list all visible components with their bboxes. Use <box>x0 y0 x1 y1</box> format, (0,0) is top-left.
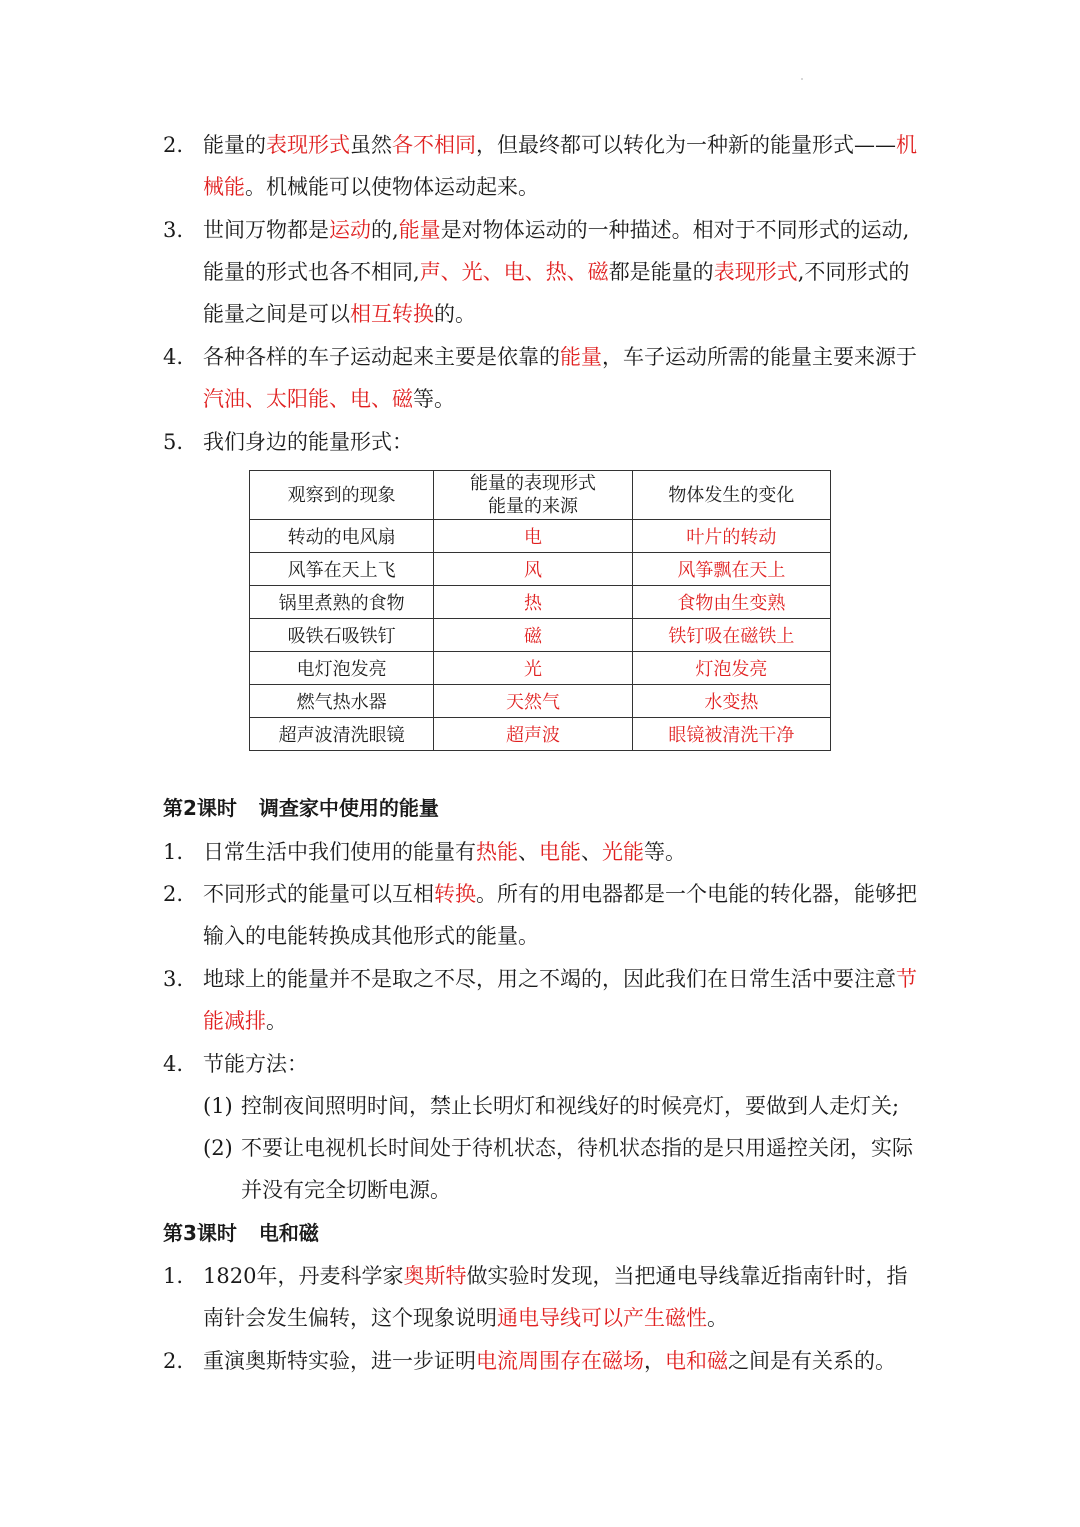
highlighted-text: 电流周围存在磁场 <box>476 1349 644 1373</box>
header-line: 能量的来源 <box>488 496 579 517</box>
energy-source-cell: 天然气 <box>434 685 632 718</box>
text-run: 。 <box>266 1009 287 1033</box>
text-run: 等。 <box>413 387 455 411</box>
section-heading <box>163 1218 319 1248</box>
list-item <box>163 1340 923 1382</box>
item-text <box>203 873 923 957</box>
item-text <box>203 124 923 208</box>
table-row <box>250 553 831 586</box>
text-run: ， <box>644 1349 665 1373</box>
highlighted-text: 电和磁 <box>665 1349 728 1373</box>
text-run: 。 <box>707 1306 728 1330</box>
text-run: 重演奥斯特实验，进一步证明 <box>203 1349 476 1373</box>
phenomenon-cell: 超声波清洗眼镜 <box>250 718 434 751</box>
sub-item-number: (2) <box>203 1136 233 1160</box>
item-text <box>203 421 923 463</box>
phenomenon-cell: 转动的电风扇 <box>250 520 434 553</box>
change-cell: 灯泡发亮 <box>632 652 830 685</box>
table-row <box>250 718 831 751</box>
list-item <box>163 1043 923 1085</box>
text-run: 地球上的能量并不是取之不尽，用之不竭的，因此我们在日常生活中要注意 <box>203 967 896 991</box>
text-run: 日常生活中我们使用的能量有 <box>203 840 476 864</box>
table-body <box>250 520 831 751</box>
lesson-title: 调查家中使用的能量 <box>258 796 439 820</box>
highlighted-text: 转换 <box>434 882 476 906</box>
lesson-number: 第3课时 <box>163 1221 237 1245</box>
change-cell: 叶片的转动 <box>632 520 830 553</box>
text-run: 。机械能可以使物体运动起来。 <box>245 175 539 199</box>
list-item <box>163 958 923 1042</box>
highlighted-text: 表现形式 <box>266 133 350 157</box>
text-run: ，但最终都可以转化为一种新的能量形式—— <box>476 133 896 157</box>
list-item <box>163 209 923 335</box>
change-cell: 眼镜被清洗干净 <box>632 718 830 751</box>
text-run: 。所有的用电器都是一个电能的转化器，能够把输入的电能转换成其他形式的能量。 <box>203 882 917 948</box>
item-number: 4. <box>163 345 184 369</box>
item-number: 4. <box>163 1052 184 1076</box>
highlighted-text: 表现形式 <box>713 260 798 284</box>
highlighted-text: 机械能 <box>203 133 917 199</box>
text-run: 做实验时发现，当把通电导线靠近指南针时，指南针会发生偏转，这个现象说明 <box>203 1264 908 1330</box>
highlighted-text: 节能减排 <box>203 967 917 1033</box>
sub-item <box>203 1127 923 1211</box>
item-text <box>203 336 923 420</box>
change-cell: 水变热 <box>632 685 830 718</box>
change-cell: 风筝飘在天上 <box>632 553 830 586</box>
table-header-cell <box>434 471 632 520</box>
highlighted-text: 通电导线可以产生磁性 <box>497 1306 707 1330</box>
text-run: 的。 <box>434 302 476 326</box>
item-text <box>203 1043 923 1085</box>
highlighted-text: 奥斯特 <box>403 1264 467 1288</box>
item-number: 2. <box>163 1349 184 1373</box>
text-run: 等。 <box>644 840 686 864</box>
table-row <box>250 685 831 718</box>
table-header-cell: 观察到的现象 <box>250 471 434 520</box>
item-number: 2. <box>163 133 184 157</box>
list-item <box>163 873 923 957</box>
sub-item <box>203 1085 923 1127</box>
item-text <box>203 831 923 873</box>
item-text <box>203 958 923 1042</box>
item-text <box>203 1255 923 1339</box>
highlighted-text: 光能 <box>602 840 644 864</box>
text-run: 是对物体运动的一种描述。相对于不同形式的运动,能量的形式也各不相同, <box>203 218 910 284</box>
lesson-number: 第2课时 <box>163 796 237 820</box>
table-header-row <box>250 471 831 520</box>
item-number: 1. <box>163 840 184 864</box>
highlighted-text: 能量 <box>560 345 602 369</box>
list-item <box>163 124 923 208</box>
list-item <box>163 336 923 420</box>
scan-speck <box>801 78 803 80</box>
text-run: 我们身边的能量形式： <box>203 430 413 454</box>
energy-source-cell: 磁 <box>434 619 632 652</box>
table-row <box>250 619 831 652</box>
item-text <box>203 1340 923 1382</box>
energy-forms-table <box>249 470 831 751</box>
highlighted-text: 相互转换 <box>350 302 434 326</box>
table-row <box>250 520 831 553</box>
text-run: 世间万物都是 <box>203 218 329 242</box>
text-run: ,不同形式的能量之间是可以 <box>203 260 910 326</box>
text-run: 、 <box>518 840 539 864</box>
sub-item-number: (1) <box>203 1094 233 1118</box>
highlighted-text: 运动 <box>329 218 371 242</box>
highlighted-text: 各不相同 <box>392 133 476 157</box>
text-run: 之间是有关系的。 <box>728 1349 896 1373</box>
text-run: 的, <box>371 218 399 242</box>
table-row <box>250 586 831 619</box>
text-run: ，车子运动所需的能量主要来源于 <box>602 345 917 369</box>
list-item <box>163 1255 923 1339</box>
sub-item-text: 不要让电视机长时间处于待机状态，待机状态指的是只用遥控关闭，实际并没有完全切断电源。 <box>241 1136 913 1202</box>
text-run: 虽然 <box>350 133 392 157</box>
text-run: 节能方法： <box>203 1052 308 1076</box>
header-line: 能量的表现形式 <box>470 473 597 494</box>
text-run: 能量的 <box>203 133 266 157</box>
energy-source-cell: 超声波 <box>434 718 632 751</box>
item-text <box>203 209 923 335</box>
phenomenon-cell: 风筝在天上飞 <box>250 553 434 586</box>
item-number: 3. <box>163 967 184 991</box>
item-number: 1. <box>163 1264 184 1288</box>
energy-source-cell: 光 <box>434 652 632 685</box>
phenomenon-cell: 吸铁石吸铁钉 <box>250 619 434 652</box>
energy-source-cell: 电 <box>434 520 632 553</box>
item-number: 5. <box>163 430 184 454</box>
list-item <box>163 421 923 463</box>
highlighted-text: 能量 <box>398 218 441 242</box>
highlighted-text: 电能 <box>539 840 581 864</box>
text-run: 不同形式的能量可以互相 <box>203 882 434 906</box>
text-run: 各种各样的车子运动起来主要是依靠的 <box>203 345 560 369</box>
item-number: 2. <box>163 882 184 906</box>
highlighted-text: 热能 <box>476 840 518 864</box>
table-row <box>250 652 831 685</box>
highlighted-text: 声、光、电、热、磁 <box>419 260 609 284</box>
change-cell: 铁钉吸在磁铁上 <box>632 619 830 652</box>
phenomenon-cell: 燃气热水器 <box>250 685 434 718</box>
text-run: 都是能量的 <box>608 260 714 284</box>
phenomenon-cell: 电灯泡发亮 <box>250 652 434 685</box>
lesson-title: 电和磁 <box>258 1221 319 1245</box>
section-heading <box>163 793 439 823</box>
phenomenon-cell: 锅里煮熟的食物 <box>250 586 434 619</box>
energy-source-cell: 热 <box>434 586 632 619</box>
text-run: 、 <box>581 840 602 864</box>
change-cell: 食物由生变熟 <box>632 586 830 619</box>
item-number: 3. <box>163 218 184 242</box>
table-header-cell: 物体发生的变化 <box>632 471 830 520</box>
text-run: 1820年，丹麦科学家 <box>203 1264 404 1288</box>
highlighted-text: 汽油、太阳能、电、磁 <box>203 387 413 411</box>
energy-source-cell: 风 <box>434 553 632 586</box>
list-item <box>163 831 923 873</box>
sub-item-text: 控制夜间照明时间，禁止长明灯和视线好的时候亮灯，要做到人走灯关; <box>241 1094 900 1118</box>
